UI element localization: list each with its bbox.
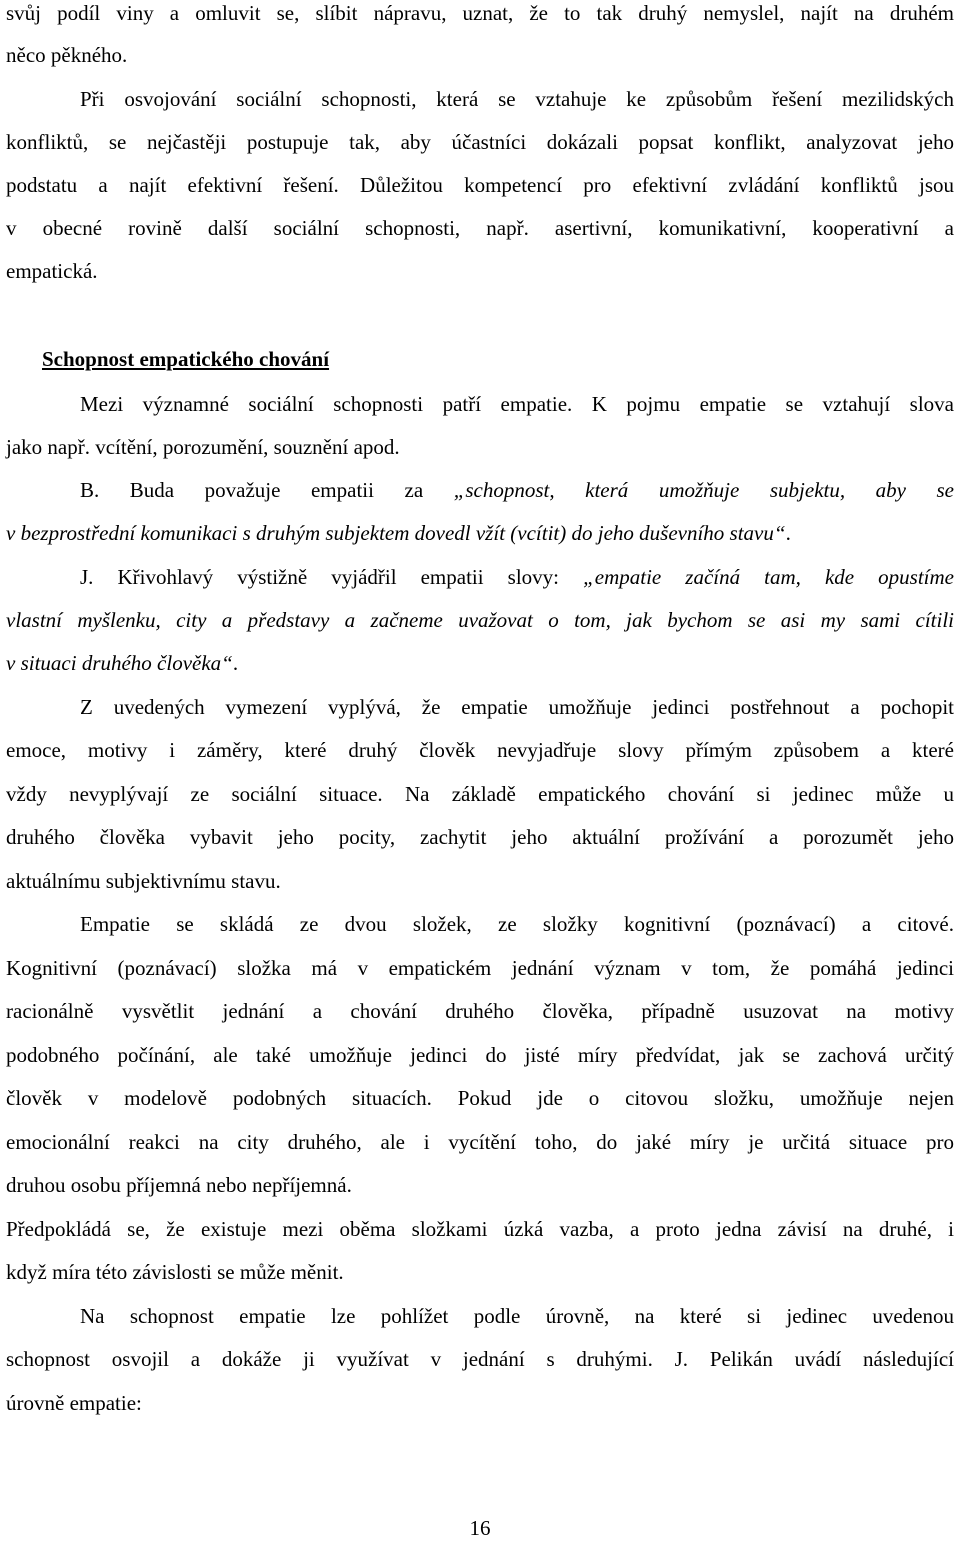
paragraph-line: Empatie se skládá ze dvou složek, ze složky kognitivní (poznávací) a citové. (80, 912, 954, 936)
paragraph-line: něco pěkného. (6, 43, 128, 67)
paragraph-line: druhou osobu příjemná nebo nepříjemná. (6, 1173, 352, 1197)
paragraph-line: svůj podíl viny a omluvit se, slíbit nápravu, uznat, že to tak druhý nemyslel, najít na druhém (6, 1, 954, 25)
paragraph-line: podobného počínání, ale také umožňuje jedinci do jisté míry předvídat, jak se zachová určitý (6, 1043, 954, 1067)
paragraph-line: empatická. (6, 259, 98, 283)
paragraph-line: podstatu a najít efektivní řešení. Důležitou kompetencí pro efektivní zvládání konfliktů jsou (6, 173, 954, 197)
paragraph-line: v obecné rovině další sociální schopnosti, např. asertivní, komunikativní, kooperativní a (6, 216, 954, 240)
paragraph-line: schopnost osvojil a dokáže ji využívat v jednání s druhými. J. Pelikán uvádí následující (6, 1347, 954, 1371)
paragraph-line: vždy nevyplývají ze sociální situace. Na základě empatického chování si jedinec může u (6, 782, 954, 806)
paragraph-line: B. Buda považuje empatii za „schopnost, která umožňuje subjektu, aby se (80, 478, 954, 502)
paragraph-line: emoce, motivy i záměry, které druhý člověk nevyjadřuje slovy přímým způsobem a které (6, 738, 954, 762)
paragraph-line: úrovně empatie: (6, 1391, 142, 1415)
paragraph-line: druhého člověka vybavit jeho pocity, zachytit jeho aktuální prožívání a porozumět jeho (6, 825, 954, 849)
paragraph-line: konfliktů, se nejčastěji postupuje tak, aby účastníci dokázali popsat konflikt, analyzovat jeho (6, 130, 954, 154)
section-heading: Schopnost empatického chování (42, 347, 330, 371)
paragraph-line: vlastní myšlenku, city a představy a začneme uvažovat o tom, jak bychom se asi my sami cítili (6, 608, 954, 632)
paragraph-line: člověk v modelově podobných situacích. Pokud jde o citovou složku, umožňuje nejen (6, 1086, 954, 1110)
paragraph-line: racionálně vysvětlit jednání a chování druhého člověka, případně usuzovat na motivy (6, 999, 954, 1023)
paragraph-line: emocionální reakci na city druhého, ale i vycítění toho, do jaké míry je určitá situace pro (6, 1130, 954, 1154)
paragraph-line: Mezi významné sociální schopnosti patří empatie. K pojmu empatie se vztahují slova (80, 392, 954, 416)
paragraph-line: Předpokládá se, že existuje mezi oběma složkami úzká vazba, a proto jedna závisí na druhé, i (6, 1217, 954, 1241)
paragraph-line: Kognitivní (poznávací) složka má v empatickém jednání význam v tom, že pomáhá jedinci (6, 956, 954, 980)
paragraph-line: v bezprostřední komunikaci s druhým subjektem dovedl vžít (vcítit) do jeho duševního stavu“. (6, 521, 791, 545)
paragraph-line: J. Křivohlavý výstižně vyjádřil empatii slovy: „empatie začíná tam, kde opustíme (80, 565, 954, 589)
paragraph-line: Při osvojování sociální schopnosti, která se vztahuje ke způsobům řešení mezilidských (80, 87, 954, 111)
paragraph-line: Na schopnost empatie lze pohlížet podle úrovně, na které si jedinec uvedenou (80, 1304, 954, 1328)
page-number: 16 (469, 1516, 491, 1540)
paragraph-line: když míra této závislosti se může měnit. (6, 1260, 344, 1284)
paragraph-line: jako např. vcítění, porozumění, souznění apod. (6, 435, 400, 459)
paragraph-line: Z uvedených vymezení vyplývá, že empatie umožňuje jedinci postřehnout a pochopit (80, 695, 954, 719)
paragraph-line: aktuálnímu subjektivnímu stavu. (6, 869, 281, 893)
paragraph-line: v situaci druhého člověka“. (6, 651, 239, 675)
